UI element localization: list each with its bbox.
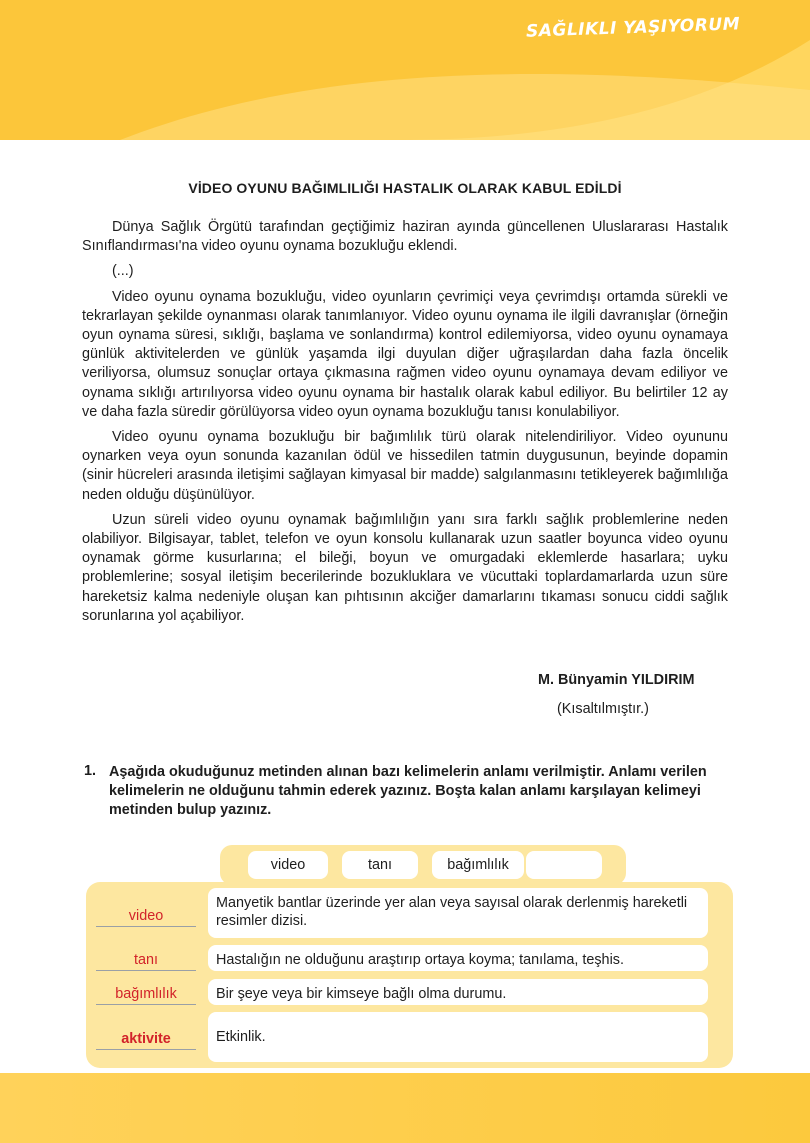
definition-box: Etkinlik.	[208, 1012, 708, 1062]
abridged-note: (Kısaltılmıştır.)	[557, 701, 649, 717]
word-chip-empty	[526, 851, 602, 879]
answer-blank[interactable]: bağımlılık	[96, 986, 196, 1005]
article-body	[82, 218, 728, 632]
article-paragraph: Video oyunu oynama bozukluğu, video oyunların çevrimiçi veya çevrimdışı ortamda sürekli ve tekrarlayan şekilde oynanması olarak tanımlanıyor. Video oyunu oynama ile ilgili davranışlar (örneğin oyun oynama süresi, sıklığı, başlama ve sonlandırma) kontrol edilemiyorsa, video oyunu oynamaya günlük aktivitelerden ve günlük yaşamda ilgi duyulan diğer uğraşılardan daha fazla öncelik veriliyorsa, olumsuz sonuçlar ortaya çıkmasına rağmen video oyunu oynamaya devam ediliyor ve oynama sıklığı artırılıyorsa video oyunu oynama bir hastalık olarak kabul ediliyor. Bu belirtiler 12 ay ve daha fazla süredir görülüyorsa video oyun oynama bozukluğu tanısı konulabiliyor.	[82, 288, 728, 420]
article-paragraph: Dünya Sağlık Örgütü tarafından geçtiğimiz haziran ayında güncellenen Uluslararası Hastalık Sınıflandırması'na video oyunu oynama bozukluğu eklendi.	[82, 219, 728, 255]
answer-blank[interactable]: tanı	[96, 952, 196, 971]
word-chip: tanı	[342, 851, 418, 879]
word-chip: video	[248, 851, 328, 879]
article-paragraph: Uzun süreli video oyunu oynamak bağımlılığın yanı sıra farklı sağlık problemlerine neden olabiliyor. Bilgisayar, tablet, telefon ve oyun konsolu kullanarak uzun saatler boyunca video oyunu oynamak görme kusurlarına; el bileği, boyun ve omurgadaki eklemlerde hasarlara; uyku problemlerine; sosyal iletişim becerilerinde bozukluklara ve vücuttaki toplardamarlarda uzun süre hareketsiz kalma nedeniyle oluşan kan pıhtısının akciğer damarlarını tıkaması sonucu ciddi sağlık sorunlarına yol açabiliyor.	[82, 511, 728, 624]
answer-blank[interactable]: aktivite	[96, 1031, 196, 1050]
definition-box: Hastalığın ne olduğunu araştırıp ortaya koyma; tanılama, teşhis.	[208, 945, 708, 971]
question-text: Aşağıda okuduğunuz metinden alınan bazı kelimelerin anlamı verilmiştir. Anlamı verilen kelimelerin ne olduğunu tahmin ederek yazınız. Boşta kalan anlamı karşılayan kelimeyi metinden bulup yazınız.	[109, 764, 707, 818]
answer-panel	[86, 882, 733, 1068]
footer-band	[0, 1073, 810, 1143]
definition-box: Bir şeye veya bir kimseye bağlı olma durumu.	[208, 979, 708, 1005]
article-title: VİDEO OYUNU BAĞIMLILIĞI HASTALIK OLARAK KABUL EDİLDİ	[188, 180, 622, 196]
word-chip: bağımlılık	[432, 851, 524, 879]
definition-box: Manyetik bantlar üzerinde yer alan veya sayısal olarak derlenmiş hareketli resimler dizisi.	[208, 888, 708, 938]
question-number: 1.	[84, 763, 97, 779]
answer-blank[interactable]: video	[96, 908, 196, 927]
author-name: M. Bünyamin YILDIRIM	[538, 672, 695, 688]
article-paragraph: Video oyunu oynama bozukluğu bir bağımlılık türü olarak nitelendiriliyor. Video oyununu oynarken veya oyun sonunda kazanılan ödül ve hissedilen tatmin duygusunun, beyinde dopamin (sinir hücreleri arasında iletişimi sağlayan kimyasal bir madde) salgılanmasını tetikleyerek bağımlılığa neden olduğu düşünülüyor.	[82, 429, 728, 503]
brand-logo: SAĞLIKLI YAŞIYORUM	[525, 14, 741, 42]
word-bank	[220, 845, 626, 885]
article-paragraph: (...)	[112, 263, 134, 280]
